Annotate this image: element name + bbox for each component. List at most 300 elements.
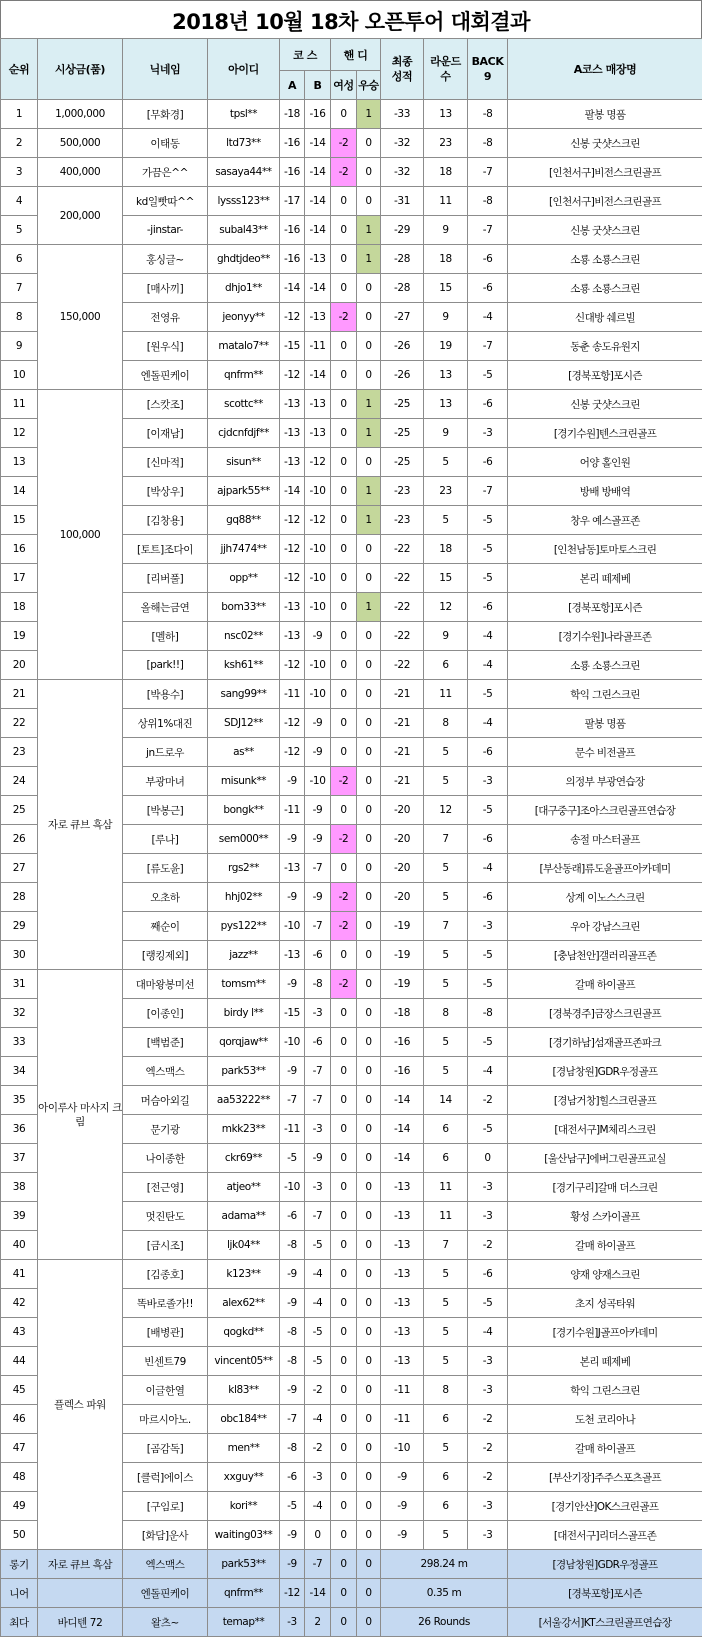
final-score-cell: -25 <box>381 390 424 419</box>
handicap-female-cell: 0 <box>331 419 357 448</box>
store-cell: [인천서구]비전스크린골프 <box>508 187 702 216</box>
store-cell: 문수 비전골프 <box>508 738 702 767</box>
nickname-cell: [이재남] <box>123 419 208 448</box>
handicap-female-cell: 0 <box>331 245 357 274</box>
final-score-cell: -32 <box>381 158 424 187</box>
header-nickname: 닉네임 <box>123 39 208 100</box>
handicap-winner-cell: 1 <box>357 593 381 622</box>
final-score-cell: -16 <box>381 1028 424 1057</box>
course-a-cell: -9 <box>280 970 305 999</box>
course-b-cell: -9 <box>305 738 331 767</box>
handicap-winner-cell: 0 <box>357 825 381 854</box>
back9-cell: -5 <box>468 535 508 564</box>
final-score-cell: -21 <box>381 767 424 796</box>
rounds-cell: 9 <box>424 216 468 245</box>
rank-cell: 41 <box>1 1260 38 1289</box>
id-cell: rgs2** <box>208 854 280 883</box>
award-label-cell: 롱기 <box>1 1550 38 1579</box>
rounds-cell: 7 <box>424 825 468 854</box>
course-a-cell: -9 <box>280 825 305 854</box>
rounds-cell: 5 <box>424 1434 468 1463</box>
back9-cell: -4 <box>468 1057 508 1086</box>
handicap-female-cell: 0 <box>331 1376 357 1405</box>
award-course-a-cell: -9 <box>280 1550 305 1579</box>
store-cell: [경기안산]OK스크린골프 <box>508 1492 702 1521</box>
handicap-female-cell: 0 <box>331 100 357 129</box>
handicap-female-cell: -2 <box>331 825 357 854</box>
course-a-cell: -9 <box>280 883 305 912</box>
handicap-winner-cell: 1 <box>357 216 381 245</box>
store-cell: [충남천안]갤러리골프존 <box>508 941 702 970</box>
store-cell: [경북포항]포시즌 <box>508 361 702 390</box>
rounds-cell: 5 <box>424 854 468 883</box>
nickname-cell: 엔돌핀케이 <box>123 361 208 390</box>
course-a-cell: -9 <box>280 1289 305 1318</box>
handicap-female-cell: -2 <box>331 767 357 796</box>
course-b-cell: -10 <box>305 477 331 506</box>
store-cell: 상계 이노스스크린 <box>508 883 702 912</box>
course-a-cell: -9 <box>280 1376 305 1405</box>
results-body <box>1 100 702 1550</box>
final-score-cell: -21 <box>381 738 424 767</box>
rank-cell: 32 <box>1 999 38 1028</box>
course-b-cell: -8 <box>305 970 331 999</box>
handicap-female-cell: 0 <box>331 593 357 622</box>
store-cell: [경기수원]J골프아카데미 <box>508 1318 702 1347</box>
handicap-female-cell: -2 <box>331 129 357 158</box>
final-score-cell: -22 <box>381 564 424 593</box>
header-back9: BACK 9 <box>468 39 508 100</box>
back9-cell: -4 <box>468 709 508 738</box>
back9-cell: -8 <box>468 187 508 216</box>
rounds-cell: 11 <box>424 1202 468 1231</box>
final-score-cell: -13 <box>381 1289 424 1318</box>
handicap-winner-cell: 0 <box>357 651 381 680</box>
rank-cell: 25 <box>1 796 38 825</box>
back9-cell: -6 <box>468 825 508 854</box>
rank-cell: 17 <box>1 564 38 593</box>
final-score-cell: -20 <box>381 825 424 854</box>
store-cell: [경기구리]갈매 더스크린 <box>508 1173 702 1202</box>
rounds-cell: 11 <box>424 680 468 709</box>
awards-body <box>1 1550 702 1637</box>
award-nickname-cell: 엑스맥스 <box>123 1550 208 1579</box>
course-a-cell: -12 <box>280 506 305 535</box>
course-a-cell: -9 <box>280 1057 305 1086</box>
id-cell: ajpark55** <box>208 477 280 506</box>
final-score-cell: -28 <box>381 274 424 303</box>
prize-cell: 자로 큐브 흑삼 <box>38 680 123 970</box>
header-id: 아이디 <box>208 39 280 100</box>
back9-cell: -3 <box>468 912 508 941</box>
course-b-cell: -9 <box>305 1144 331 1173</box>
course-a-cell: -11 <box>280 680 305 709</box>
back9-cell: -3 <box>468 1202 508 1231</box>
award-label-cell: 최다 <box>1 1608 38 1637</box>
rounds-cell: 5 <box>424 970 468 999</box>
handicap-female-cell: 0 <box>331 680 357 709</box>
award-course-b-cell: -14 <box>305 1579 331 1608</box>
course-a-cell: -12 <box>280 564 305 593</box>
course-b-cell: -2 <box>305 1376 331 1405</box>
back9-cell: -6 <box>468 1260 508 1289</box>
rounds-cell: 9 <box>424 303 468 332</box>
handicap-female-cell: 0 <box>331 187 357 216</box>
rounds-cell: 15 <box>424 274 468 303</box>
award-store-cell: [경남창원]GDR우정골프 <box>508 1550 702 1579</box>
handicap-female-cell: 0 <box>331 390 357 419</box>
rounds-cell: 12 <box>424 796 468 825</box>
nickname-cell: [신마적] <box>123 448 208 477</box>
store-cell: 소룡 소룡스크린 <box>508 245 702 274</box>
back9-cell: -5 <box>468 680 508 709</box>
course-a-cell: -10 <box>280 1173 305 1202</box>
final-score-cell: -22 <box>381 651 424 680</box>
back9-cell: -8 <box>468 100 508 129</box>
course-b-cell: -9 <box>305 796 331 825</box>
handicap-winner-cell: 0 <box>357 1289 381 1318</box>
rank-cell: 29 <box>1 912 38 941</box>
rank-cell: 3 <box>1 158 38 187</box>
handicap-female-cell: 0 <box>331 854 357 883</box>
rounds-cell: 5 <box>424 506 468 535</box>
nickname-cell: [원우식] <box>123 332 208 361</box>
course-a-cell: -12 <box>280 738 305 767</box>
handicap-female-cell: 0 <box>331 274 357 303</box>
handicap-winner-cell: 0 <box>357 1231 381 1260</box>
id-cell: ksh61** <box>208 651 280 680</box>
course-b-cell: -9 <box>305 622 331 651</box>
nickname-cell: jn드로우 <box>123 738 208 767</box>
nickname-cell: [park!!] <box>123 651 208 680</box>
course-b-cell: -4 <box>305 1260 331 1289</box>
nickname-cell: [김창용] <box>123 506 208 535</box>
handicap-winner-cell: 0 <box>357 738 381 767</box>
handicap-winner-cell: 0 <box>357 1521 381 1550</box>
final-score-cell: -20 <box>381 796 424 825</box>
course-b-cell: -10 <box>305 651 331 680</box>
back9-cell: -3 <box>468 767 508 796</box>
back9-cell: -7 <box>468 216 508 245</box>
course-b-cell: -13 <box>305 390 331 419</box>
course-b-cell: -14 <box>305 274 331 303</box>
back9-cell: -4 <box>468 1318 508 1347</box>
rank-cell: 7 <box>1 274 38 303</box>
handicap-winner-cell: 0 <box>357 332 381 361</box>
store-cell: [대전서구]M체리스크린 <box>508 1115 702 1144</box>
course-b-cell: -14 <box>305 187 331 216</box>
store-cell: 방배 방배역 <box>508 477 702 506</box>
store-cell: [경기하남]섬재골프존파크 <box>508 1028 702 1057</box>
header-course-a: A <box>280 71 305 100</box>
course-b-cell: -7 <box>305 1202 331 1231</box>
handicap-winner-cell: 0 <box>357 1144 381 1173</box>
rank-cell: 48 <box>1 1463 38 1492</box>
final-score-cell: -20 <box>381 883 424 912</box>
rank-cell: 38 <box>1 1173 38 1202</box>
course-a-cell: -8 <box>280 1347 305 1376</box>
final-score-cell: -13 <box>381 1202 424 1231</box>
back9-cell: -4 <box>468 622 508 651</box>
rank-cell: 36 <box>1 1115 38 1144</box>
store-cell: 신대방 쉐르빌 <box>508 303 702 332</box>
rank-cell: 43 <box>1 1318 38 1347</box>
store-cell: 양재 양재스크린 <box>508 1260 702 1289</box>
store-cell: 본리 떼제베 <box>508 1347 702 1376</box>
handicap-winner-cell: 0 <box>357 1028 381 1057</box>
handicap-female-cell: 0 <box>331 535 357 564</box>
handicap-winner-cell: 1 <box>357 245 381 274</box>
award-row <box>1 1608 702 1637</box>
id-cell: jeonyy** <box>208 303 280 332</box>
id-cell: pys122** <box>208 912 280 941</box>
nickname-cell: [루나] <box>123 825 208 854</box>
rank-cell: 19 <box>1 622 38 651</box>
table-row <box>1 970 702 999</box>
back9-cell: -5 <box>468 1028 508 1057</box>
back9-cell: -5 <box>468 796 508 825</box>
final-score-cell: -9 <box>381 1521 424 1550</box>
store-cell: [부산기장]주주스포츠골프 <box>508 1463 702 1492</box>
back9-cell: -2 <box>468 1405 508 1434</box>
course-b-cell: -2 <box>305 1434 331 1463</box>
id-cell: qogkd** <box>208 1318 280 1347</box>
rank-cell: 49 <box>1 1492 38 1521</box>
handicap-female-cell: 0 <box>331 216 357 245</box>
final-score-cell: -13 <box>381 1347 424 1376</box>
course-a-cell: -10 <box>280 1028 305 1057</box>
rank-cell: 40 <box>1 1231 38 1260</box>
header-store: A코스 매장명 <box>508 39 702 100</box>
rank-cell: 20 <box>1 651 38 680</box>
store-cell: 팔봉 명품 <box>508 709 702 738</box>
back9-cell: -6 <box>468 883 508 912</box>
nickname-cell: 멋진탄도 <box>123 1202 208 1231</box>
nickname-cell: [곰감독] <box>123 1434 208 1463</box>
store-cell: 신봉 굿샷스크린 <box>508 390 702 419</box>
nickname-cell: 오초하 <box>123 883 208 912</box>
award-id-cell: qnfrm** <box>208 1579 280 1608</box>
id-cell: ltd73** <box>208 129 280 158</box>
handicap-winner-cell: 0 <box>357 970 381 999</box>
final-score-cell: -22 <box>381 622 424 651</box>
final-score-cell: -26 <box>381 361 424 390</box>
handicap-female-cell: 0 <box>331 1202 357 1231</box>
back9-cell: -5 <box>468 506 508 535</box>
course-b-cell: -5 <box>305 1347 331 1376</box>
award-prize-cell <box>38 1579 123 1608</box>
header-handicap: 핸 디 <box>331 39 381 71</box>
back9-cell: -2 <box>468 1434 508 1463</box>
handicap-winner-cell: 0 <box>357 1057 381 1086</box>
rank-cell: 33 <box>1 1028 38 1057</box>
id-cell: subal43** <box>208 216 280 245</box>
id-cell: qnfrm** <box>208 361 280 390</box>
course-a-cell: -14 <box>280 477 305 506</box>
handicap-winner-cell: 0 <box>357 448 381 477</box>
final-score-cell: -22 <box>381 593 424 622</box>
handicap-female-cell: -2 <box>331 970 357 999</box>
final-score-cell: -23 <box>381 506 424 535</box>
handicap-female-cell: 0 <box>331 1405 357 1434</box>
course-a-cell: -6 <box>280 1463 305 1492</box>
rank-cell: 10 <box>1 361 38 390</box>
store-cell: 도천 코리아나 <box>508 1405 702 1434</box>
id-cell: kl83** <box>208 1376 280 1405</box>
nickname-cell: 올해는금연 <box>123 593 208 622</box>
handicap-winner-cell: 0 <box>357 680 381 709</box>
final-score-cell: -21 <box>381 709 424 738</box>
nickname-cell: kd일빳따^^ <box>123 187 208 216</box>
id-cell: alex62** <box>208 1289 280 1318</box>
rank-cell: 44 <box>1 1347 38 1376</box>
course-b-cell: -12 <box>305 506 331 535</box>
store-cell: [경북경주]금장스크린골프 <box>508 999 702 1028</box>
table-header <box>1 39 702 100</box>
id-cell: gq88** <box>208 506 280 535</box>
course-a-cell: -16 <box>280 216 305 245</box>
nickname-cell: [화담]운사 <box>123 1521 208 1550</box>
handicap-female-cell: 0 <box>331 332 357 361</box>
course-b-cell: -3 <box>305 1173 331 1202</box>
rounds-cell: 23 <box>424 129 468 158</box>
final-score-cell: -13 <box>381 1231 424 1260</box>
table-row <box>1 158 702 187</box>
rank-cell: 45 <box>1 1376 38 1405</box>
nickname-cell: 마르시아노. <box>123 1405 208 1434</box>
course-a-cell: -11 <box>280 796 305 825</box>
rank-cell: 46 <box>1 1405 38 1434</box>
course-b-cell: -6 <box>305 941 331 970</box>
course-a-cell: -13 <box>280 593 305 622</box>
handicap-female-cell: 0 <box>331 622 357 651</box>
store-cell: 황성 스카이골프 <box>508 1202 702 1231</box>
course-a-cell: -15 <box>280 332 305 361</box>
award-prize-cell: 바디텐 72 <box>38 1608 123 1637</box>
id-cell: obc184** <box>208 1405 280 1434</box>
handicap-winner-cell: 0 <box>357 1347 381 1376</box>
nickname-cell: 홍싱글~ <box>123 245 208 274</box>
rank-cell: 2 <box>1 129 38 158</box>
final-score-cell: -19 <box>381 912 424 941</box>
award-nickname-cell: 엔돌핀케이 <box>123 1579 208 1608</box>
store-cell: [경남창원]GDR우정골프 <box>508 1057 702 1086</box>
final-score-cell: -28 <box>381 245 424 274</box>
back9-cell: -2 <box>468 1463 508 1492</box>
handicap-winner-cell: 0 <box>357 1376 381 1405</box>
id-cell: nsc02** <box>208 622 280 651</box>
final-score-cell: -14 <box>381 1086 424 1115</box>
course-a-cell: -13 <box>280 854 305 883</box>
rank-cell: 11 <box>1 390 38 419</box>
rounds-cell: 5 <box>424 767 468 796</box>
nickname-cell: [김종호] <box>123 1260 208 1289</box>
nickname-cell: 이글한열 <box>123 1376 208 1405</box>
course-b-cell: -5 <box>305 1318 331 1347</box>
course-a-cell: -13 <box>280 390 305 419</box>
handicap-winner-cell: 0 <box>357 1463 381 1492</box>
rounds-cell: 7 <box>424 912 468 941</box>
final-score-cell: -29 <box>381 216 424 245</box>
rounds-cell: 7 <box>424 1231 468 1260</box>
handicap-winner-cell: 0 <box>357 796 381 825</box>
store-cell: [부산동래]류도윤골프아카데미 <box>508 854 702 883</box>
course-b-cell: -12 <box>305 448 331 477</box>
course-b-cell: -16 <box>305 100 331 129</box>
id-cell: SDJ12** <box>208 709 280 738</box>
back9-cell: -5 <box>468 941 508 970</box>
nickname-cell: [박용수] <box>123 680 208 709</box>
header-female: 여성 <box>331 71 357 100</box>
course-a-cell: -12 <box>280 709 305 738</box>
course-b-cell: -14 <box>305 129 331 158</box>
course-b-cell: -14 <box>305 361 331 390</box>
final-score-cell: -9 <box>381 1492 424 1521</box>
back9-cell: -5 <box>468 1115 508 1144</box>
prize-cell: 아이루사 마사지 크림 <box>38 970 123 1260</box>
course-b-cell: -13 <box>305 303 331 332</box>
store-cell: 소룡 소룡스크린 <box>508 274 702 303</box>
handicap-female-cell: 0 <box>331 941 357 970</box>
final-score-cell: -13 <box>381 1173 424 1202</box>
nickname-cell: 부광마녀 <box>123 767 208 796</box>
final-score-cell: -33 <box>381 100 424 129</box>
store-cell: [대구중구]조아스크린골프연습장 <box>508 796 702 825</box>
course-a-cell: -8 <box>280 1434 305 1463</box>
course-a-cell: -12 <box>280 651 305 680</box>
rank-cell: 6 <box>1 245 38 274</box>
rank-cell: 28 <box>1 883 38 912</box>
rounds-cell: 19 <box>424 332 468 361</box>
id-cell: park53** <box>208 1057 280 1086</box>
id-cell: bom33** <box>208 593 280 622</box>
id-cell: qorqjaw** <box>208 1028 280 1057</box>
handicap-winner-cell: 0 <box>357 535 381 564</box>
course-b-cell: -4 <box>305 1405 331 1434</box>
rounds-cell: 13 <box>424 100 468 129</box>
nickname-cell: 머슴아외길 <box>123 1086 208 1115</box>
id-cell: bongk** <box>208 796 280 825</box>
handicap-winner-cell: 0 <box>357 1173 381 1202</box>
store-cell: 어양 홀인원 <box>508 448 702 477</box>
handicap-winner-cell: 0 <box>357 883 381 912</box>
id-cell: mkk23** <box>208 1115 280 1144</box>
store-cell: 신봉 굿샷스크린 <box>508 216 702 245</box>
rounds-cell: 13 <box>424 361 468 390</box>
course-a-cell: -15 <box>280 999 305 1028</box>
rounds-cell: 5 <box>424 1289 468 1318</box>
rank-cell: 12 <box>1 419 38 448</box>
rounds-cell: 11 <box>424 1173 468 1202</box>
course-b-cell: -7 <box>305 1086 331 1115</box>
prize-cell: 150,000 <box>38 245 123 390</box>
handicap-winner-cell: 0 <box>357 1492 381 1521</box>
store-cell: [경기수원]나라골프존 <box>508 622 702 651</box>
course-b-cell: -10 <box>305 564 331 593</box>
handicap-winner-cell: 1 <box>357 419 381 448</box>
nickname-cell: [매사끼] <box>123 274 208 303</box>
award-female-cell: 0 <box>331 1608 357 1637</box>
handicap-female-cell: -2 <box>331 883 357 912</box>
rounds-cell: 9 <box>424 419 468 448</box>
handicap-winner-cell: 0 <box>357 941 381 970</box>
handicap-female-cell: 0 <box>331 1057 357 1086</box>
back9-cell: -5 <box>468 970 508 999</box>
course-a-cell: -6 <box>280 1202 305 1231</box>
handicap-female-cell: 0 <box>331 564 357 593</box>
award-store-cell: [경북포항]포시즌 <box>508 1579 702 1608</box>
course-a-cell: -13 <box>280 419 305 448</box>
